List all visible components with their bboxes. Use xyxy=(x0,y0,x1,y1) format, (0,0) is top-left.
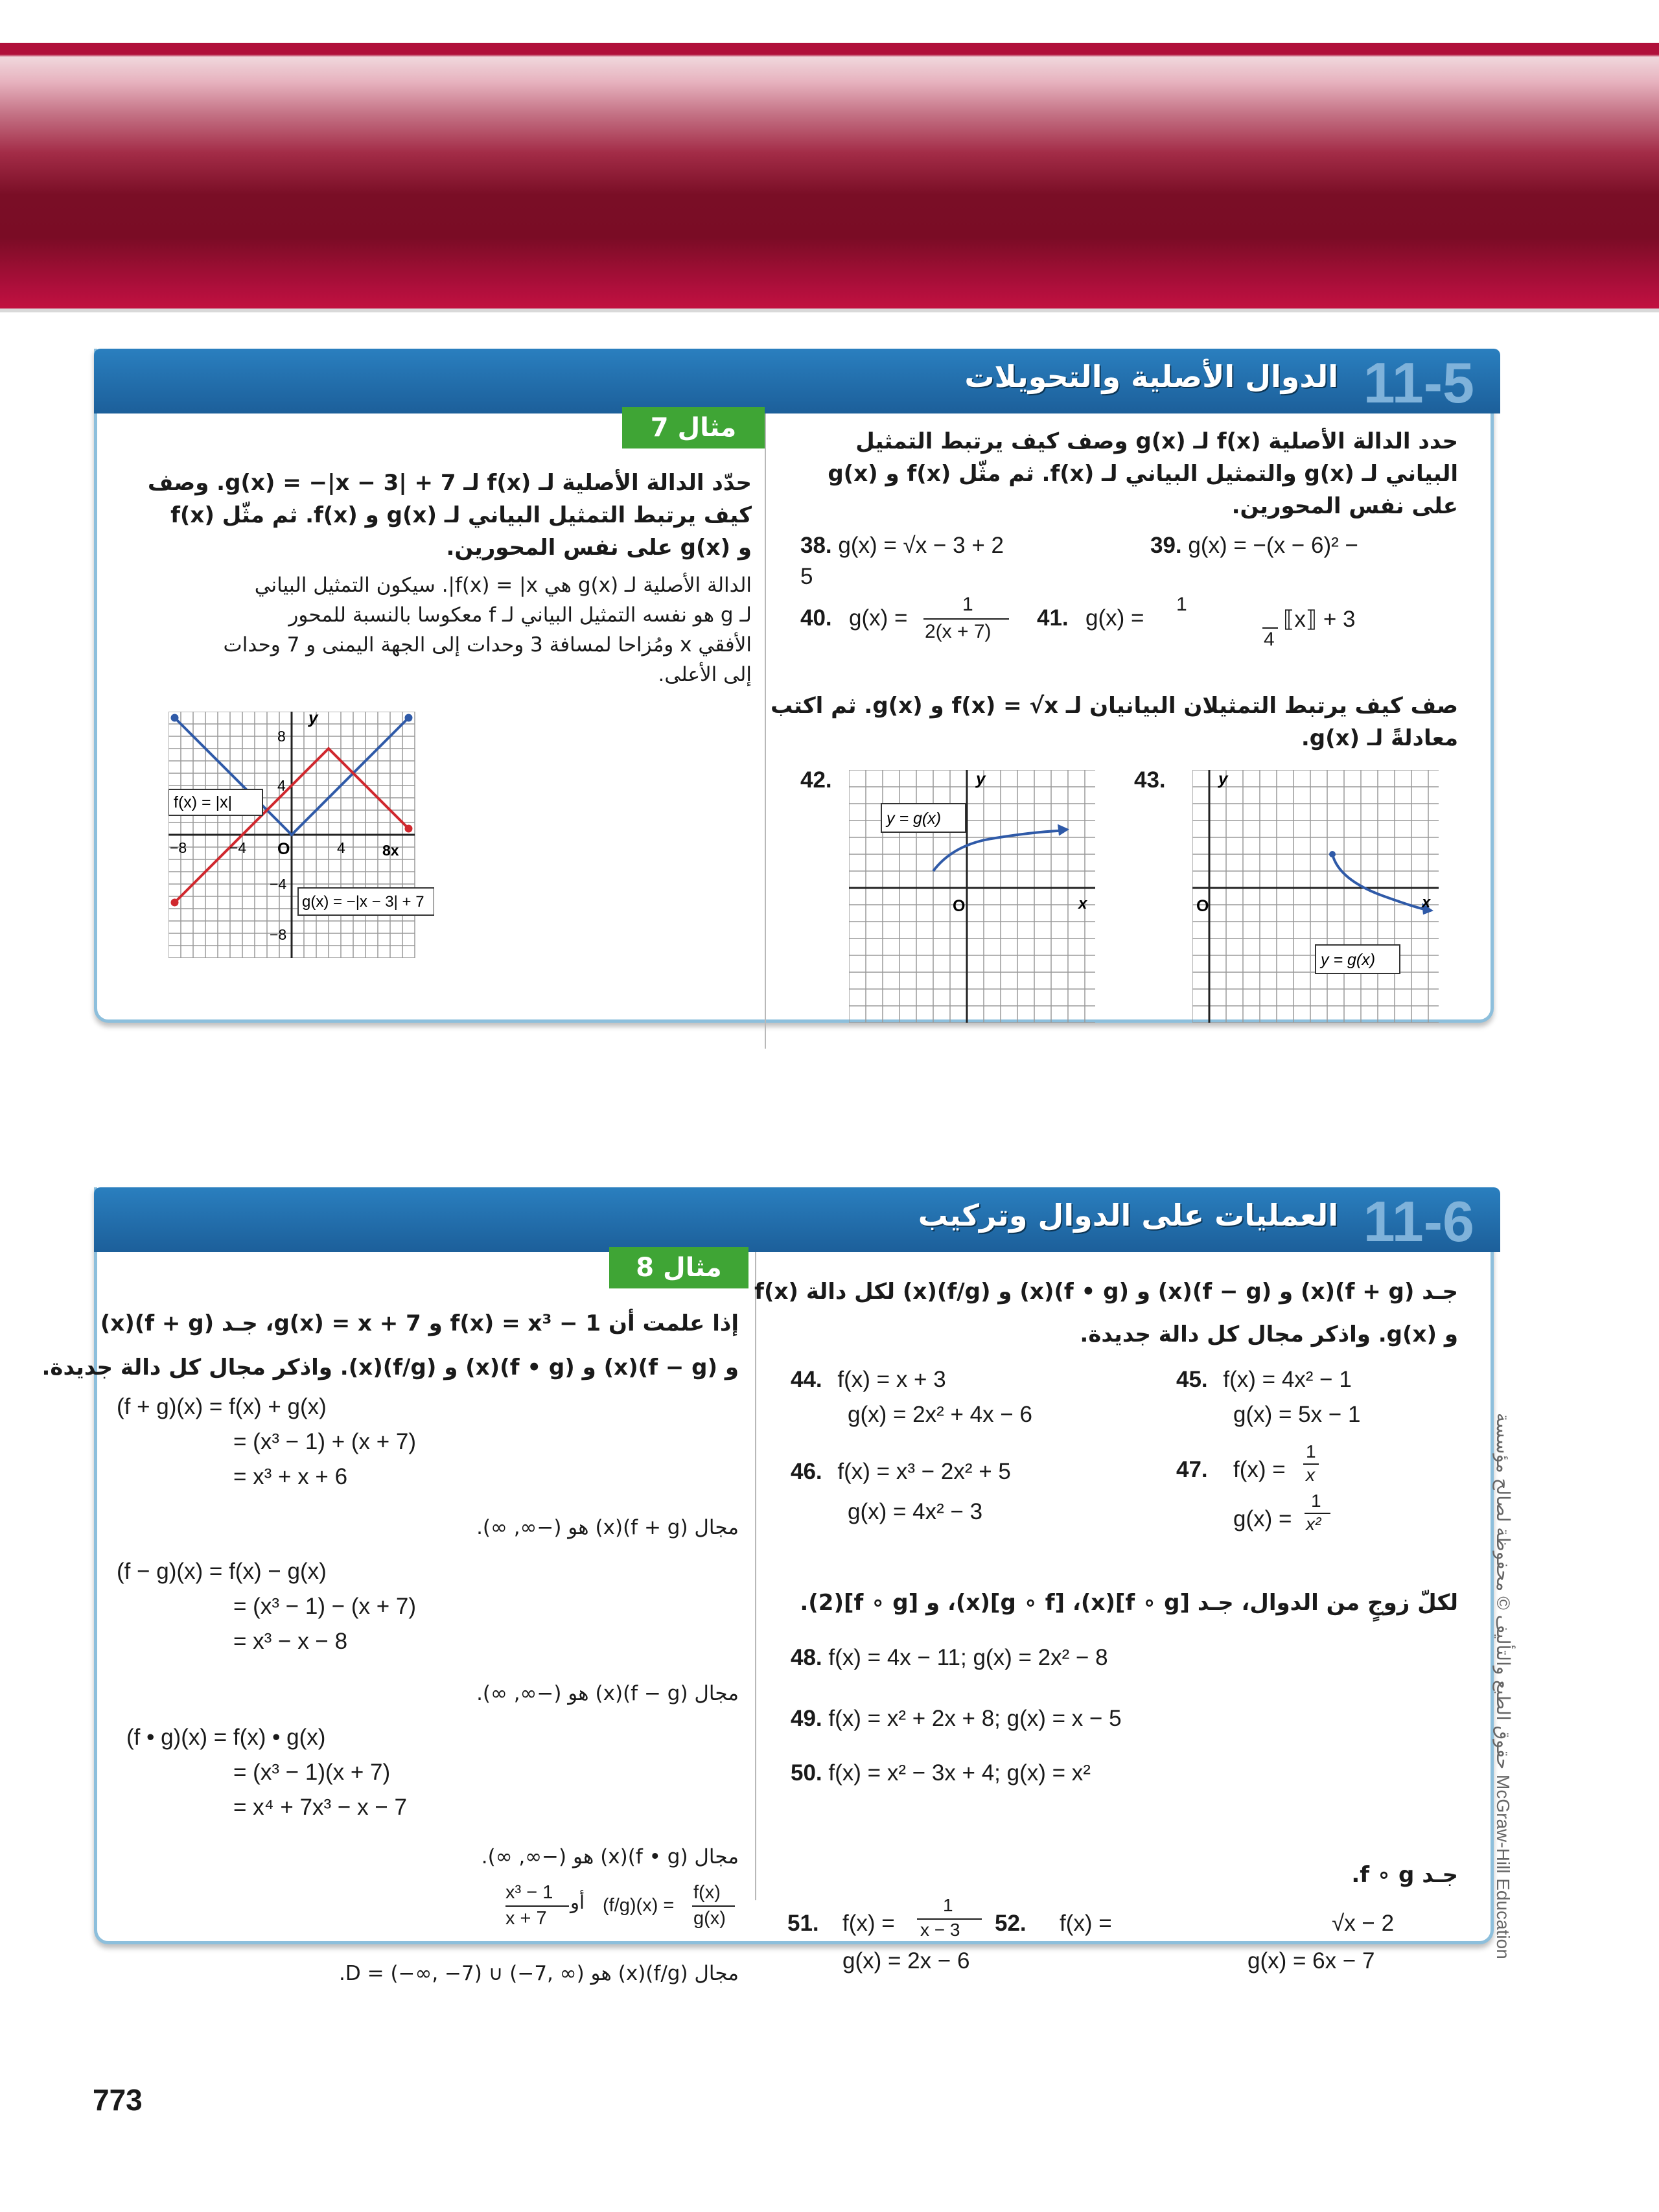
problem-f-lhs: f(x) = xyxy=(1233,1457,1286,1482)
section-11-6-panel xyxy=(41,1187,1494,1985)
problem-equation: f(x) = 4x − 11; g(x) = 2x² − 8 xyxy=(828,1645,1108,1670)
practice-prompt-line: و g(x). واذكر مجال كل دالة جديدة. xyxy=(1080,1321,1458,1347)
fraction-numerator: 1 xyxy=(1311,1491,1321,1511)
section-11-6-header xyxy=(94,1187,1500,1252)
solution-line: الأفقي x ومُزاحا لمسافة 3 وحدات إلى الجهة اليمنى و 7 وحدات xyxy=(223,633,752,657)
example-prompt xyxy=(41,1301,739,1390)
fraction-numerator: f(x) xyxy=(693,1882,721,1903)
g-curve xyxy=(933,831,1062,871)
practice-prompt-line: على نفس المحورين. xyxy=(1231,493,1458,519)
graph-prompt-line: معادلةً لـ g(x). xyxy=(1301,725,1458,751)
derivation-line: (f − g)(x) = f(x) − g(x) xyxy=(117,1559,327,1584)
problem-number: 45. xyxy=(1176,1367,1208,1392)
problem-42-graph xyxy=(849,770,1095,1023)
chapter-banner xyxy=(0,43,1659,309)
problem-41 xyxy=(1037,594,1439,652)
tick-label: 8x xyxy=(382,842,399,859)
problem-equation: g(x) = −(x − 6)² − xyxy=(1188,533,1358,558)
sum-domain: مجال (f + g)(x) هو (−∞, ∞). xyxy=(476,1516,739,1539)
x-axis-label: x xyxy=(1422,894,1431,911)
solution-line: لـ g هو نفسه التمثيل البياني لـ f معكوسا بالنسبة للمحور xyxy=(288,603,752,627)
fraction-numerator: 1 xyxy=(943,1895,953,1915)
practice-prompt-line: حدد الدالة الأصلية f(x) لـ g(x) وصف كيف يرتبط التمثيل xyxy=(855,428,1458,454)
fraction-denominator: 4 xyxy=(1264,629,1275,650)
problem-f: f(x) = x³ − 2x² + 5 xyxy=(837,1459,1011,1484)
curve-start-point xyxy=(1329,851,1336,857)
problem-number: 49. xyxy=(791,1706,822,1731)
problem-g: g(x) = 6x − 7 xyxy=(1247,1948,1375,1973)
fraction-denominator: x xyxy=(1306,1465,1315,1485)
radical-expression: √x − 2 xyxy=(1332,1911,1395,1936)
tick-label: −4 xyxy=(229,839,247,856)
fraction-denominator: g(x) xyxy=(693,1908,726,1929)
problem-44 xyxy=(791,1362,1032,1432)
x-axis-label: x xyxy=(1078,895,1087,913)
problem-50 xyxy=(791,1760,1091,1786)
section-number: 11-6 xyxy=(1363,1189,1474,1253)
problem-42-number: 42. xyxy=(800,767,832,793)
problem-number: 44. xyxy=(791,1367,822,1392)
fraction-bar xyxy=(505,1905,569,1907)
problem-48 xyxy=(791,1645,1108,1671)
problem-52 xyxy=(995,1892,1422,1977)
problem-39 xyxy=(1150,533,1358,559)
fraction-denominator: x + 7 xyxy=(505,1908,547,1929)
practice-prompt xyxy=(754,1270,1458,1356)
solution-line: إلى الأعلى. xyxy=(658,663,752,686)
tick-label: −8 xyxy=(270,926,287,943)
derivation-line: = (x³ − 1) − (x + 7) xyxy=(233,1594,417,1619)
example-prompt-line: إذا علمت أن f(x) = x³ − 1 و g(x) = x + 7، جـد (f + g)(x) xyxy=(100,1310,739,1336)
derivation-line: = x³ + x + 6 xyxy=(233,1464,348,1489)
section-title: الدوال الأصلية والتحويلات xyxy=(964,359,1338,394)
fraction-bar xyxy=(923,618,1009,620)
sum-derivation xyxy=(117,1390,416,1495)
section-11-5-panel xyxy=(94,349,1494,1023)
example-solution xyxy=(224,570,752,690)
practice-prompt xyxy=(828,425,1458,522)
problem-number: 50. xyxy=(791,1760,822,1786)
problem-number: 47. xyxy=(1176,1457,1208,1482)
tick-label: 4 xyxy=(337,839,345,856)
fraction-denominator: x² xyxy=(1306,1514,1321,1534)
problem-number: 41. xyxy=(1037,605,1069,631)
fraction-numerator: 1 xyxy=(1176,594,1187,615)
problem-43-graph xyxy=(1192,770,1439,1023)
g-curve xyxy=(1332,854,1426,909)
y-axis-label: y xyxy=(976,770,986,788)
fraction-denominator: 2(x + 7) xyxy=(925,621,992,642)
derivation-line: = x⁴ + 7x³ − x − 7 xyxy=(233,1795,407,1820)
y-axis-label: y xyxy=(308,712,318,727)
derivation-line: = x³ − x − 8 xyxy=(233,1629,348,1654)
problem-number: 51. xyxy=(787,1911,819,1936)
quotient-line xyxy=(505,1882,739,1940)
section-number: 11-5 xyxy=(1363,351,1474,415)
problem-47 xyxy=(1176,1441,1371,1539)
quotient-domain: مجال (f/g)(x) هو D = (−∞, −7) ∪ (−7, ∞). xyxy=(339,1962,739,1985)
problem-equation: f(x) = x² + 2x + 8; g(x) = x − 5 xyxy=(828,1706,1122,1731)
line-arrowhead xyxy=(171,714,179,722)
fraction-numerator: x³ − 1 xyxy=(505,1882,553,1903)
composition-prompt: لكلّ زوجٍ من الدوال، جـد [f ∘ g](x)، [g ∘ f](x)، و [f ∘ g](2). xyxy=(800,1590,1458,1616)
difference-derivation xyxy=(117,1554,416,1659)
fog-prompt: جـد f ∘ g. xyxy=(1351,1862,1458,1888)
y-axis-label: y xyxy=(1218,770,1228,788)
problem-g-lhs: g(x) = xyxy=(1233,1506,1292,1531)
problem-f: f(x) = 4x² − 1 xyxy=(1223,1367,1352,1392)
tick-label: 8 xyxy=(277,728,286,745)
problem-g: g(x) = 5x − 1 xyxy=(1233,1402,1361,1427)
practice-prompt-line: البياني لـ g(x) والتمثيل البياني لـ f(x). ثم مثّل f(x) و g(x) xyxy=(828,461,1458,487)
or-word: أو xyxy=(570,1891,585,1913)
problem-number: 46. xyxy=(791,1459,822,1484)
tick-label: 4 xyxy=(277,777,286,794)
origin-label: O xyxy=(1196,897,1209,915)
banner-divider xyxy=(0,309,1659,312)
problem-f-lhs: f(x) = xyxy=(1060,1911,1112,1936)
problem-38-tail: 5 xyxy=(800,564,813,589)
fraction-numerator: 1 xyxy=(962,594,973,615)
problem-number: 48. xyxy=(791,1645,822,1670)
derivation-line: (f + g)(x) = f(x) + g(x) xyxy=(117,1394,327,1419)
example-prompt xyxy=(148,467,752,564)
copyright-credit: حقوق الطبع والتأليف © محفوظة لصالح مؤسسة McGraw-Hill Education xyxy=(1493,1413,1513,1959)
example-prompt-line: و g(x) على نفس المحورين. xyxy=(446,535,752,561)
fraction-denominator: x − 3 xyxy=(920,1920,960,1940)
problem-equation: g(x) = √x − 3 + 2 xyxy=(838,533,1004,558)
g-label: g(x) = −|x − 3| + 7 xyxy=(302,893,424,911)
problem-45 xyxy=(1176,1362,1360,1432)
section-title: العمليات على الدوال وتركيب xyxy=(918,1198,1338,1233)
problem-46 xyxy=(791,1452,1011,1532)
problem-43-number: 43. xyxy=(1134,767,1166,793)
example-tab: مثال 7 xyxy=(622,407,765,448)
example-graph xyxy=(168,712,434,958)
solution-line: الدالة الأصلية لـ g(x) هي f(x) = |x|. سيكون التمثيل البياني xyxy=(254,574,752,597)
f-label: f(x) = |x| xyxy=(174,793,233,811)
difference-domain: مجال (f − g)(x) هو (−∞, ∞). xyxy=(476,1682,739,1705)
tick-label: −4 xyxy=(270,876,287,892)
problem-g: g(x) = 4x² − 3 xyxy=(848,1499,983,1524)
problem-f: f(x) = x + 3 xyxy=(837,1367,946,1392)
problem-g: g(x) = 2x² + 4x − 6 xyxy=(848,1402,1032,1427)
product-domain: مجال (f • g)(x) هو (−∞, ∞). xyxy=(481,1845,739,1869)
problem-number: 40. xyxy=(800,605,832,631)
product-derivation xyxy=(126,1720,407,1825)
tick-label: −8 xyxy=(170,839,187,856)
problem-tail: ⟦x⟧ + 3 xyxy=(1283,607,1356,632)
graph-prompt xyxy=(771,690,1458,754)
origin-label: O xyxy=(953,897,966,915)
derivation-line: = (x³ − 1) + (x + 7) xyxy=(233,1429,417,1454)
problem-number: 39. xyxy=(1150,533,1182,558)
graph-prompt-line: صف كيف يرتبط التمثيلان البيانيان لـ f(x) = √x و g(x). ثم اكتب xyxy=(770,693,1458,719)
problem-number: 38. xyxy=(800,533,832,558)
derivation-line: (f • g)(x) = f(x) • g(x) xyxy=(126,1725,326,1750)
page-number: 773 xyxy=(93,2083,143,2117)
line-arrowhead xyxy=(405,825,413,833)
example-prompt-line: حدّد الدالة الأصلية لـ f(x) لـ g(x) = −|x − 3| + 7. وصف xyxy=(147,470,752,496)
section-11-5-header xyxy=(94,349,1500,413)
line-arrowhead xyxy=(171,899,179,907)
practice-prompt-line: جـد (f + g)(x) و (f − g)(x) و (f • g)(x) و (f/g)(x) لكل دالة f(x) xyxy=(754,1279,1458,1305)
example-prompt-line: كيف يرتبط التمثيل البياني لـ g(x) و f(x). ثم مثّل f(x) xyxy=(170,502,752,528)
derivation-line: = (x³ − 1)(x + 7) xyxy=(233,1760,391,1785)
curve-label: y = g(x) xyxy=(887,809,942,828)
problem-f-lhs: f(x) = xyxy=(842,1911,895,1936)
origin-label: O xyxy=(277,840,290,858)
problem-49 xyxy=(791,1706,1122,1732)
problem-lhs: g(x) = xyxy=(849,605,908,631)
fraction-bar xyxy=(692,1905,735,1907)
problem-equation: f(x) = x² − 3x + 4; g(x) = x² xyxy=(828,1760,1091,1786)
quotient-lhs: (f/g)(x) = xyxy=(603,1895,675,1916)
problem-38 xyxy=(800,533,1004,559)
problem-number: 52. xyxy=(995,1911,1027,1936)
line-arrowhead xyxy=(405,714,413,722)
example-prompt-line: و (f − g)(x) و (f • g)(x) و (f/g)(x). واذكر مجال كل دالة جديدة. xyxy=(41,1355,739,1380)
problem-lhs: g(x) = xyxy=(1085,605,1144,631)
problem-g: g(x) = 2x − 6 xyxy=(842,1948,970,1973)
fraction-numerator: 1 xyxy=(1306,1441,1316,1461)
column-divider xyxy=(765,413,766,1049)
example-tab: مثال 8 xyxy=(609,1247,748,1288)
curve-label: y = g(x) xyxy=(1321,951,1376,969)
